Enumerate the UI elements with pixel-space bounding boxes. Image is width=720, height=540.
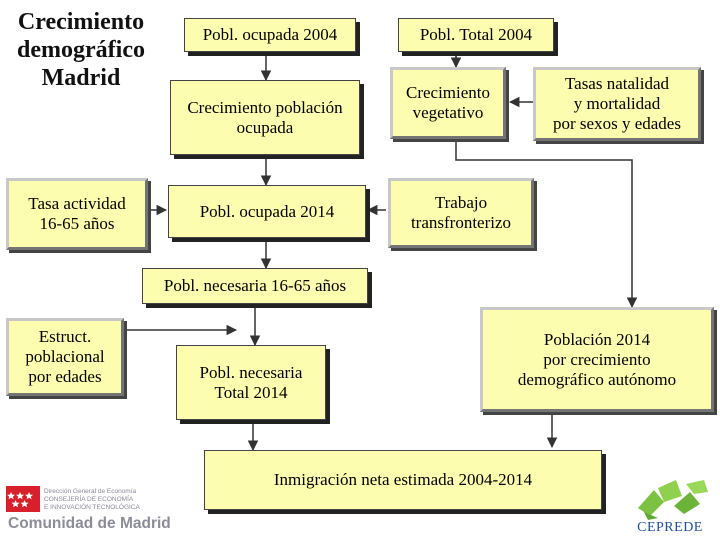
box-label-line: transfronterizo [410, 213, 512, 232]
box-label-line: por edades [28, 367, 102, 386]
box-label-line: por crecimiento [543, 349, 651, 369]
box-pobl-total-2004 [398, 18, 554, 52]
box-poblacion-2014-crecimiento [480, 307, 714, 412]
logo-small-text [44, 488, 140, 512]
box-label-line: ocupada [236, 117, 294, 137]
box-label-line: Estruct. [38, 327, 92, 346]
box-pobl-necesaria-total-2014 [176, 345, 326, 420]
box-tasas-natalidad-mortalidad [533, 67, 701, 141]
box-tasa-actividad [6, 178, 148, 250]
box-label-line: Trabajo [434, 193, 488, 212]
title-line-2: demográfico [17, 37, 145, 63]
box-label-line: 16-65 años [39, 214, 115, 233]
box-pobl-necesaria-16-65 [142, 268, 368, 304]
box-label-line: poblacional [25, 347, 105, 366]
box-label-line: Crecimiento [405, 83, 491, 102]
box-pobl-ocupada-2004 [184, 18, 356, 52]
title-line-3: Madrid [41, 65, 121, 91]
ceprede-logo [624, 478, 716, 538]
box-crecimiento-vegetativo [390, 67, 506, 139]
box-label: Pobl. ocupada 2014 [199, 201, 335, 221]
box-label: Pobl. Total 2004 [419, 25, 533, 44]
box-label-line: por sexos y edades [553, 114, 681, 133]
logo-main-text: Comunidad de Madrid [8, 515, 171, 532]
ceprede-text: CEPREDE [637, 520, 703, 535]
box-trabajo-transfronterizo [388, 178, 534, 248]
comunidad-de-madrid-logo [6, 486, 180, 534]
box-label-line: Total 2014 [214, 382, 288, 402]
box-label-line: Tasa actividad [28, 194, 126, 213]
box-label-line: demográfico autónomo [517, 369, 677, 389]
box-label-line: Pobl. necesaria [199, 362, 303, 382]
box-label-line: Población 2014 [543, 329, 651, 349]
title-line-1: Crecimiento [17, 9, 145, 35]
logo-small-line: CONSEJERÍA DE ECONOMÍA [44, 496, 134, 503]
box-pobl-ocupada-2014 [168, 185, 366, 238]
box-label-line: vegetativo [412, 103, 484, 122]
box-inmigracion-neta-estimada [204, 450, 602, 510]
box-label-line: y mortalidad [573, 94, 661, 113]
box-label-line: Tasas natalidad [564, 74, 670, 93]
box-label: Pobl. necesaria 16-65 años [163, 276, 347, 295]
box-label: Inmigración neta estimada 2004-2014 [273, 470, 533, 489]
box-label-line: Crecimiento población [187, 97, 343, 117]
box-label: Pobl. ocupada 2004 [202, 25, 338, 44]
ceprede-emblem-icon [624, 478, 716, 520]
box-crecimiento-poblacion-ocupada [170, 80, 360, 155]
logo-small-line: Dirección General de Economía [44, 488, 137, 495]
page-title [2, 8, 160, 92]
logo-small-line: E INNOVACIÓN TECNOLÓGICA [44, 504, 140, 511]
box-estruct-poblacional [6, 318, 124, 396]
